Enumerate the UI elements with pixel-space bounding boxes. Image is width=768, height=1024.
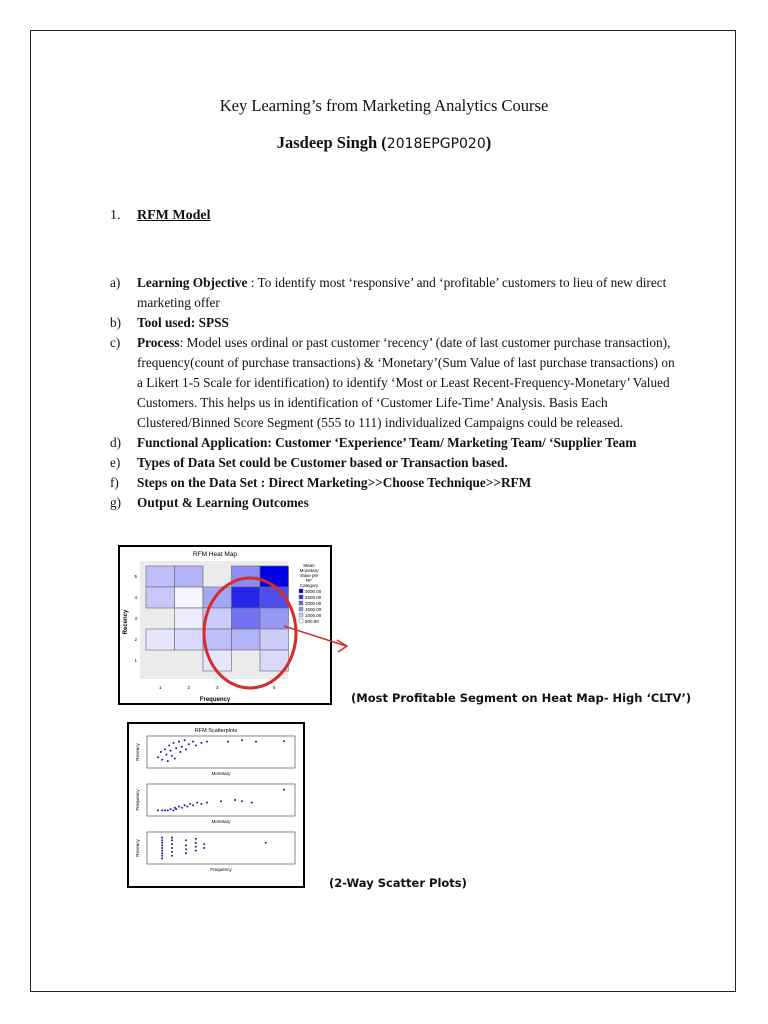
scatter-point — [189, 803, 191, 805]
scatter-point — [172, 809, 174, 811]
section-number: 1. — [110, 208, 121, 223]
scatter-point — [195, 846, 197, 848]
scatter-point — [227, 741, 229, 743]
heatmap-y-label: Recency — [123, 609, 129, 635]
scatter-panel — [147, 784, 295, 816]
heatmap-legend-title: Monetary — [299, 568, 319, 573]
scatter-point — [167, 809, 169, 811]
scatter-point — [200, 742, 202, 744]
scatter-point — [196, 802, 198, 804]
scatter-point — [220, 800, 222, 802]
item-label: Learning Objective — [137, 275, 248, 290]
item-marker: c) — [110, 335, 121, 350]
heatmap-legend-label: 2500.00 — [305, 595, 322, 600]
scatter-point — [181, 746, 183, 748]
scatter-point — [171, 847, 173, 849]
scatter-point — [161, 759, 163, 761]
author-name: Jasdeep Singh ( — [276, 133, 387, 152]
scatter-point — [161, 850, 163, 852]
scatter-point — [171, 755, 173, 757]
heatmap-legend-label: 3000.00 — [305, 589, 322, 594]
scatter-point — [195, 850, 197, 852]
heatmap-legend-title: Mean — [303, 563, 315, 568]
scatter-point — [181, 807, 183, 809]
scatter-point — [171, 855, 173, 857]
scatter-point — [283, 789, 285, 791]
heatmap-legend-title: Value per — [299, 573, 319, 578]
heatmap-y-tick: 5 — [134, 574, 137, 579]
scatter-point — [184, 804, 186, 806]
scatter-point — [206, 741, 208, 743]
scatter-point — [195, 745, 197, 747]
scatter-point — [161, 839, 163, 841]
item-label: Functional Application: Customer ‘Experience’ Team/ Marketing Team/ ‘Supplier Team — [137, 435, 637, 450]
item-label: Steps on the Data Set : Direct Marketing>>Choose Technique>>RFM — [137, 475, 532, 490]
scatter-point — [170, 750, 172, 752]
scatter-point — [192, 741, 194, 743]
scatter-point — [164, 809, 166, 811]
scatter-point — [175, 747, 177, 749]
item-marker: d) — [110, 435, 122, 450]
item-text: : Model uses ordinal or past customer ‘recency’ (date of last customer purchase transaction), frequency(count of purchase transactions) & ‘Monetary’(Sum Value of last purchase transactions) on a Likert 1-5 Scale for identification) to identify ‘Most or Least Recent-Frequency-Monetary’ Valued Customers. This helps us in identification of ‘Customer Life-Time’ Analysis. Basis Each Clustered/Binned Score Segment (555 to 111) individualized Campaigns could be released. — [137, 335, 675, 430]
scatter-point — [161, 844, 163, 846]
heatmap-y-tick: 3 — [134, 616, 137, 621]
scatter-point — [161, 857, 163, 859]
highlight-arrow-line — [284, 626, 346, 646]
item-label: Types of Data Set could be Customer based or Transaction based. — [137, 455, 508, 470]
author-roll-number: 2018EPGP020 — [386, 136, 486, 152]
scatter-point — [175, 808, 177, 810]
heatmap-x-tick: 4 — [244, 685, 248, 690]
scatter-point — [171, 851, 173, 853]
scatter-point — [186, 806, 188, 808]
scatter-panel — [147, 832, 295, 864]
scatter-point — [161, 855, 163, 857]
heatmap-x-tick: 1 — [158, 685, 162, 690]
item-label: Process — [137, 335, 180, 350]
scatter-point — [161, 837, 163, 839]
scatter-point — [161, 847, 163, 849]
scatter-point — [171, 837, 173, 839]
scatter-point — [241, 739, 243, 741]
heatmap-y-tick: 2 — [134, 637, 137, 642]
scatter-point — [185, 844, 187, 846]
item-marker: b) — [110, 315, 122, 330]
scatter-point — [200, 803, 202, 805]
scatter-point — [188, 743, 190, 745]
scatter-point — [164, 748, 166, 750]
scatter-point — [241, 800, 243, 802]
heatmap-x-tick: 3 — [215, 685, 219, 690]
scatter-point — [206, 802, 208, 804]
scatter-point — [167, 760, 169, 762]
scatter-title: RFM Scatterplots — [194, 728, 238, 734]
item-text: : To identify most ‘responsive’ and ‘profitable’ customers to lieu of new direct marketing offer — [137, 275, 667, 310]
scatter-point — [165, 754, 167, 756]
scatter-point — [161, 842, 163, 844]
scatter-point — [157, 809, 159, 811]
scatter-point — [185, 839, 187, 841]
scatter-point — [171, 839, 173, 841]
scatter-point — [251, 802, 253, 804]
heatmap-legend-label: 2000.00 — [305, 601, 322, 606]
scatter-point — [160, 751, 162, 753]
highlight-circle — [204, 578, 296, 688]
scatter-point — [195, 838, 197, 840]
scatter-point — [195, 842, 197, 844]
scatter-x-label: Monetary — [211, 771, 231, 776]
item-marker: f) — [110, 475, 119, 490]
scatter-point — [178, 741, 180, 743]
heatmap-legend-title: RF — [306, 578, 312, 583]
scatter-point — [185, 748, 187, 750]
author-close: ) — [485, 133, 492, 152]
item-label: Output & Learning Outcomes — [137, 495, 309, 510]
rfm-scatter-chart — [129, 724, 303, 886]
heatmap-x-label: Frequency — [199, 697, 231, 703]
scatter-y-label: Frequency — [135, 789, 140, 811]
scatter-point — [170, 808, 172, 810]
scatter-point — [178, 806, 180, 808]
heatmap-legend-label: 1000.00 — [305, 613, 322, 618]
scatter-point — [283, 740, 285, 742]
scatter-point — [157, 756, 159, 758]
heatmap-legend-title: Category — [299, 583, 319, 588]
scatter-point — [234, 799, 236, 801]
scatter-point — [203, 843, 205, 845]
heatmap-caption: (Most Profitable Segment on Heat Map- High ‘CLTV’) — [351, 691, 692, 705]
item-marker: g) — [110, 495, 122, 510]
scatter-point — [185, 848, 187, 850]
heatmap-x-tick: 5 — [272, 685, 276, 690]
scatter-point — [161, 809, 163, 811]
item-marker: a) — [110, 275, 121, 290]
scatter-point — [174, 758, 176, 760]
scatter-point — [185, 852, 187, 854]
scatter-point — [184, 739, 186, 741]
scatter-caption: (2-Way Scatter Plots) — [329, 876, 467, 890]
item-label: Tool used: SPSS — [137, 315, 229, 330]
scatter-point — [161, 852, 163, 854]
heatmap-x-tick: 2 — [187, 685, 191, 690]
document-title: Key Learning’s from Marketing Analytics Course — [219, 96, 549, 115]
heatmap-title: RFM Heat Map — [192, 551, 238, 558]
heatmap-legend-label: 1500.00 — [305, 607, 322, 612]
scatter-y-label: Recency — [135, 839, 140, 857]
section-title: RFM Model — [137, 208, 211, 223]
scatter-point — [179, 751, 181, 753]
item-marker: e) — [110, 455, 121, 470]
heatmap-y-tick: 4 — [134, 595, 137, 600]
scatter-point — [168, 745, 170, 747]
scatter-panel — [147, 736, 295, 768]
scatter-point — [192, 804, 194, 806]
scatter-point — [265, 842, 267, 844]
scatter-x-label: Monetary — [211, 819, 231, 824]
scatter-point — [203, 847, 205, 849]
scatter-y-label: Recency — [135, 743, 140, 761]
scatter-point — [171, 843, 173, 845]
scatter-point — [255, 741, 257, 743]
scatter-x-label: Frequency — [210, 867, 232, 872]
heatmap-legend-label: 500.00 — [305, 619, 319, 624]
rfm-scatter-figure — [127, 722, 305, 888]
heatmap-y-tick: 1 — [134, 658, 137, 663]
scatter-point — [172, 742, 174, 744]
